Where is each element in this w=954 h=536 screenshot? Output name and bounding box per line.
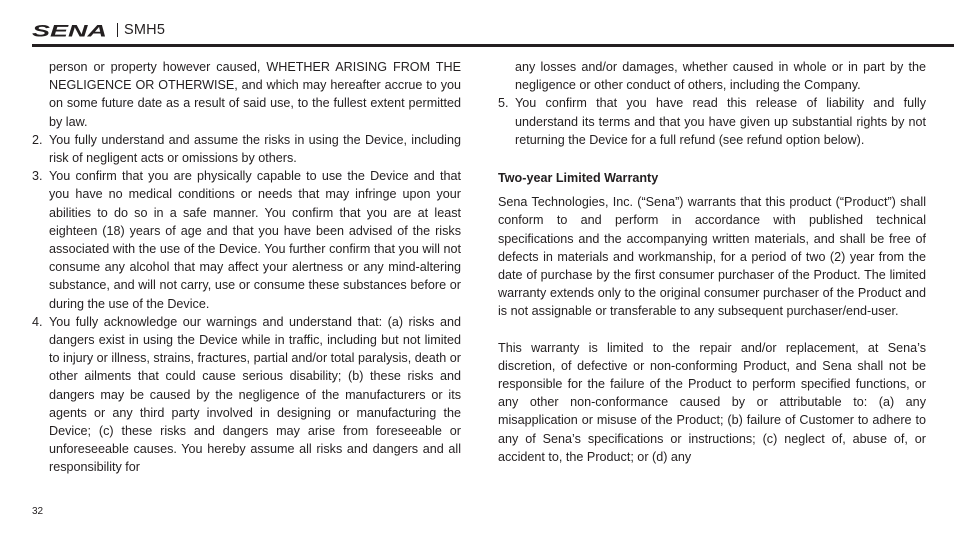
sena-logo [32,22,108,38]
continuation-text: any losses and/or damages, whether caused in whole or in part by the negligence or other conduct of others, including the Company. [515,60,926,93]
list-number: 4. [32,314,43,329]
section-heading: Two-year Limited Warranty [498,171,659,186]
list-text: You fully understand and assume the risks in using the Device, including risk of negligent acts or omissions by others. [49,132,461,166]
list-text: You confirm that you have read this release of liability and fully understand its terms and that you have given up substantial rights by not returning the Device for a full refund (see refund option below). [515,96,926,147]
warranty-paragraph: This warranty is limited to the repair and/or replacement, at Sena’s discretion, of defective or non-conforming Product, and Sena shall not be responsible for the failure of the Product to perform specified functions, or any other non-conformance caused by or attributable to: (a) any misapplication or misuse of the Product; (b) failure of Customer to adhere to any of Sena’s specifications or instructions; (c) neglect of, abuse of, or accident to, the Product; or (d) any [498,340,926,464]
model-name: SMH5 [124,22,166,38]
page-header [32,18,165,42]
list-text: You fully acknowledge our warnings and understand that: (a) risks and dangers exist in using the Device while in traffic, including but not limited to injury or illness, strains, fractures, partial and/or total paralysis, death or other ailments that could cause serious disability; (b) these risks and dangers may be caused by the negligence of the manufacturers or its agents or any third party involved in designing or manufacturing the Device; (c) these risks and dangers may arise from foreseeable or unforeseeable causes. You hereby assume all risks and dangers and all responsibility for [49,314,461,475]
continuation-text: person or property however caused, WHETHER ARISING FROM THE NEGLIGENCE OR OTHERWISE, and which may hereafter accrue to you on some future date as a result of said use, to the fullest extent permitted by law. [49,60,461,129]
header-separator [117,23,118,37]
header-rule [32,44,954,47]
svg-text:SENA: SENA [32,22,107,38]
warranty-paragraph: Sena Technologies, Inc. (“Sena”) warrants that this product (“Product”) shall conform to and perform in accordance with published technical specifications and the accompanying written materials, and shall be free of defects in materials and workmanship, for a period of two (2) year from the date of purchase by the first consumer purchaser of the Product. The limited warranty extends only to the original consumer purchaser of the Product and is not assignable or transferable to any subsequent purchaser/end-user. [498,195,926,319]
list-number: 5. [498,96,509,111]
list-item [498,94,926,149]
page-number: 32 [32,506,44,517]
right-column [498,58,926,466]
list-text: You confirm that you are physically capable to use the Device and that you have no medical conditions or needs that may infringe upon your abilities to do so in a safe manner. You confirm that you are at least eighteen (18) years of age and that you have been advised of the risks associated with the use of the Device. You further confirm that you will not consume any alcohol that may affect your alertness or any mind-altering substance, and will not carry, use or consume these substances before or during the use of the Device. [49,169,461,311]
list-item [32,313,461,477]
list-number: 3. [32,169,43,184]
list-item [32,167,461,313]
list-item [32,131,461,167]
left-column [32,58,461,477]
list-number: 2. [32,132,43,147]
